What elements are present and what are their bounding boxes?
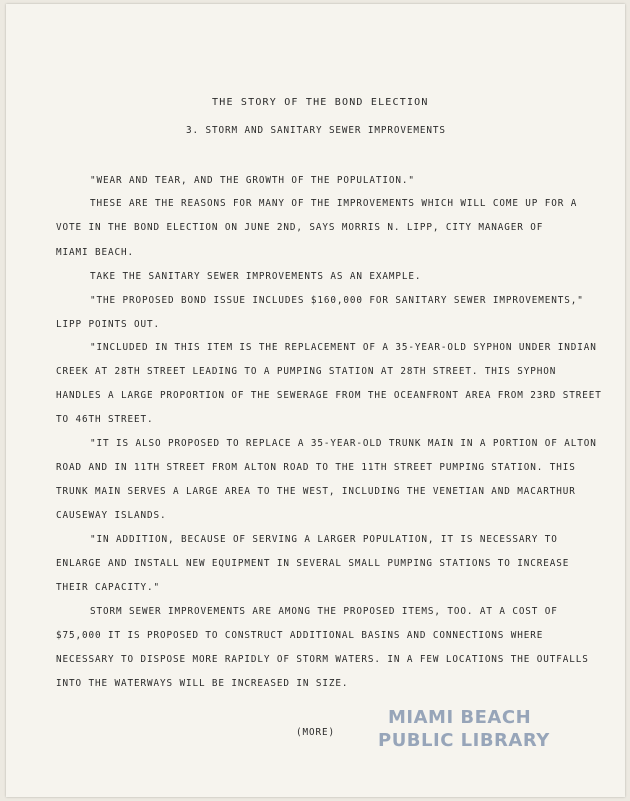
body-line: "INCLUDED IN THIS ITEM IS THE REPLACEMENT OF A 35-YEAR-OLD SYPHON UNDER INDIAN (90, 342, 597, 353)
body-line: "IN ADDITION, BECAUSE OF SERVING A LARGER POPULATION, IT IS NECESSARY TO (90, 534, 558, 545)
body-line: THEIR CAPACITY." (56, 582, 160, 593)
body-line: LIPP POINTS OUT. (56, 319, 160, 330)
body-line: VOTE IN THE BOND ELECTION ON JUNE 2ND, SAYS MORRIS N. LIPP, CITY MANAGER OF (56, 222, 544, 233)
body-line: TRUNK MAIN SERVES A LARGE AREA TO THE WEST, INCLUDING THE VENETIAN AND MACARTHUR (56, 486, 576, 497)
body-line: MIAMI BEACH. (56, 247, 134, 258)
more-marker: (MORE) (296, 727, 335, 738)
document-subtitle: 3. STORM AND SANITARY SEWER IMPROVEMENTS (186, 125, 446, 136)
body-line: "THE PROPOSED BOND ISSUE INCLUDES $160,000 FOR SANITARY SEWER IMPROVEMENTS," (90, 295, 584, 306)
stamp-line-1: MIAMI BEACH (388, 707, 532, 728)
body-line: ENLARGE AND INSTALL NEW EQUIPMENT IN SEVERAL SMALL PUMPING STATIONS TO INCREASE (56, 558, 570, 569)
body-line: CAUSEWAY ISLANDS. (56, 510, 167, 521)
body-line: HANDLES A LARGE PROPORTION OF THE SEWERAGE FROM THE OCEANFRONT AREA FROM 23RD STREET (56, 390, 602, 401)
body-line: "WEAR AND TEAR, AND THE GROWTH OF THE POPULATION." (90, 175, 415, 186)
body-line: TAKE THE SANITARY SEWER IMPROVEMENTS AS AN EXAMPLE. (90, 271, 422, 282)
body-line: "IT IS ALSO PROPOSED TO REPLACE A 35-YEAR-OLD TRUNK MAIN IN A PORTION OF ALTON (90, 438, 597, 449)
body-line: STORM SEWER IMPROVEMENTS ARE AMONG THE PROPOSED ITEMS, TOO. AT A COST OF (90, 606, 558, 617)
body-line: CREEK AT 28TH STREET LEADING TO A PUMPING STATION AT 28TH STREET. THIS SYPHON (56, 366, 557, 377)
document-title: THE STORY OF THE BOND ELECTION (212, 97, 429, 108)
body-line: TO 46TH STREET. (56, 414, 154, 425)
body-line: INTO THE WATERWAYS WILL BE INCREASED IN SIZE. (56, 678, 349, 689)
stamp-line-2: PUBLIC LIBRARY (378, 730, 550, 751)
body-line: NECESSARY TO DISPOSE MORE RAPIDLY OF STORM WATERS. IN A FEW LOCATIONS THE OUTFALLS (56, 654, 589, 665)
document-page (6, 4, 625, 797)
body-line: $75,000 IT IS PROPOSED TO CONSTRUCT ADDITIONAL BASINS AND CONNECTIONS WHERE (56, 630, 544, 641)
body-line: ROAD AND IN 11TH STREET FROM ALTON ROAD TO THE 11TH STREET PUMPING STATION. THIS (56, 462, 576, 473)
library-stamp (378, 706, 550, 752)
body-line: THESE ARE THE REASONS FOR MANY OF THE IMPROVEMENTS WHICH WILL COME UP FOR A (90, 198, 578, 209)
